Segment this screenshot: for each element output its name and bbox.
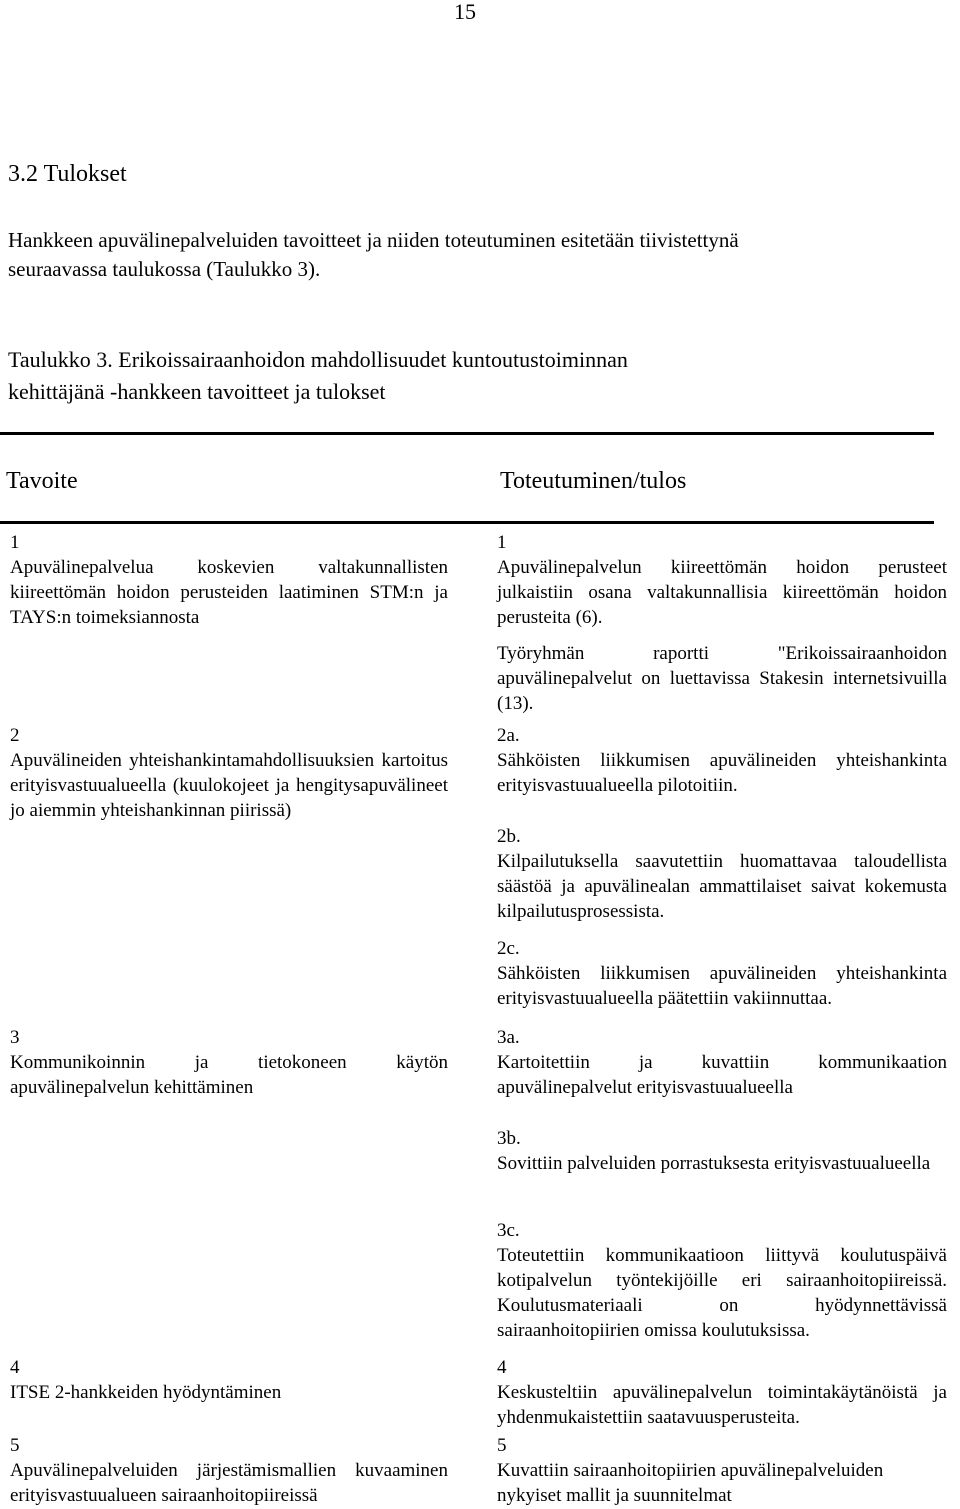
result-5: [497, 1433, 947, 1508]
goal-5: [10, 1433, 448, 1508]
goal-number: 3: [10, 1027, 20, 1048]
result-text: Sähköisten liikkumisen apuvälineiden yhteishankinta erityisvastuualueella pilotoitiin.: [497, 750, 947, 796]
caption-line-1: Taulukko 3. Erikoissairaanhoidon mahdollisuudet kuntoutustoiminnan: [8, 347, 628, 372]
result-number: 5: [497, 1435, 507, 1456]
result-1: [497, 530, 947, 630]
result-number: 2c.: [497, 938, 520, 959]
goal-3: [10, 1025, 448, 1100]
result-number: 4: [497, 1357, 507, 1378]
result-text: Sähköisten liikkumisen apuvälineiden yhteishankinta erityisvastuualueella päätettiin vakiinnuttaa.: [497, 963, 947, 1009]
result-3a: [497, 1025, 947, 1100]
result-4: [497, 1355, 947, 1430]
result-text: Työryhmän raportti "Erikoissairaanhoidon apuvälinepalvelut on luettavissa Stakesin internetsivuilla (13).: [497, 643, 947, 714]
result-number: 2a.: [497, 725, 520, 746]
result-2b: [497, 824, 947, 924]
result-number: 3a.: [497, 1027, 520, 1048]
goal-text: Kommunikoinnin ja tietokoneen käytön apuvälinepalvelun kehittäminen: [10, 1052, 448, 1098]
goal-text: ITSE 2-hankkeiden hyödyntäminen: [10, 1382, 282, 1403]
column-header-result: Toteutuminen/tulos: [500, 468, 687, 494]
intro-paragraph: [8, 226, 938, 284]
goal-number: 1: [10, 532, 20, 553]
result-text: Kilpailutuksella saavutettiin huomattavaa taloudellista säästöä ja apuvälinealan ammattilaiset saivat kokemusta kilpailutusprosessista.: [497, 851, 947, 922]
caption-line-2: kehittäjänä -hankkeen tavoitteet ja tulokset: [8, 379, 386, 404]
intro-line-1: Hankkeen apuvälinepalveluiden tavoitteet ja niiden toteutuminen esitetään tiivistettynä: [8, 228, 739, 252]
goal-number: 5: [10, 1435, 20, 1456]
intro-line-2: seuraavassa taulukossa (Taulukko 3).: [8, 257, 321, 281]
result-3b: [497, 1126, 947, 1176]
goal-number: 2: [10, 725, 20, 746]
result-1-report: [497, 641, 947, 716]
result-text: Kuvattiin sairaanhoitopiirien apuvälinepalveluiden nykyiset mallit ja suunnitelmat: [497, 1460, 884, 1506]
result-text: Keskusteltiin apuvälinepalvelun toimintakäytänöistä ja yhdenmukaistettiin saatavuusperusteita.: [497, 1382, 947, 1428]
column-header-goal: Tavoite: [6, 468, 78, 494]
result-2a: [497, 723, 947, 798]
result-number: 2b.: [497, 826, 521, 847]
goal-number: 4: [10, 1357, 20, 1378]
goal-text: Apuvälineiden yhteishankintamahdollisuuksien kartoitus erityisvastuualueella (kuulokojeet ja hengitysapuvälineet jo aiemmin yhteishankinnan piirissä): [10, 750, 448, 821]
section-heading: 3.2 Tulokset: [8, 161, 127, 187]
table-caption: [8, 344, 938, 408]
result-text: Sovittiin palveluiden porrastuksesta erityisvastuualueella: [497, 1153, 931, 1174]
result-text: Kartoitettiin ja kuvattiin kommunikaation apuvälinepalvelut erityisvastuualueella: [497, 1052, 947, 1098]
goal-1: [10, 530, 448, 630]
result-number: 3b.: [497, 1128, 521, 1149]
table-top-rule: [0, 432, 934, 435]
page-number: 15: [454, 0, 476, 24]
result-text: Apuvälinepalvelun kiireettömän hoidon perusteet julkaistiin osana valtakunnallisia kiireettömän hoidon perusteita (6).: [497, 557, 947, 628]
goal-text: Apuvälinepalveluiden järjestämismallien kuvaaminen erityisvastuualueen sairaanhoitopiireissä: [10, 1460, 448, 1506]
goal-text: Apuvälinepalvelua koskevien valtakunnallisten kiireettömän hoidon perusteiden laatiminen STM:n ja TAYS:n toimeksiannosta: [10, 557, 448, 628]
result-number: 3c.: [497, 1220, 520, 1241]
result-text: Toteutettiin kommunikaatioon liittyvä koulutuspäivä kotipalvelun työntekijöille eri sairaanhoitopiireissä. Koulutusmateriaali on hyödynnettävissä sairaanhoitopiirien omissa koulutuksissa.: [497, 1245, 947, 1341]
result-2c: [497, 936, 947, 1011]
result-3c: [497, 1218, 947, 1343]
result-number: 1: [497, 532, 507, 553]
table-header-rule: [0, 521, 934, 524]
goal-2: [10, 723, 448, 823]
goal-4: [10, 1355, 448, 1405]
